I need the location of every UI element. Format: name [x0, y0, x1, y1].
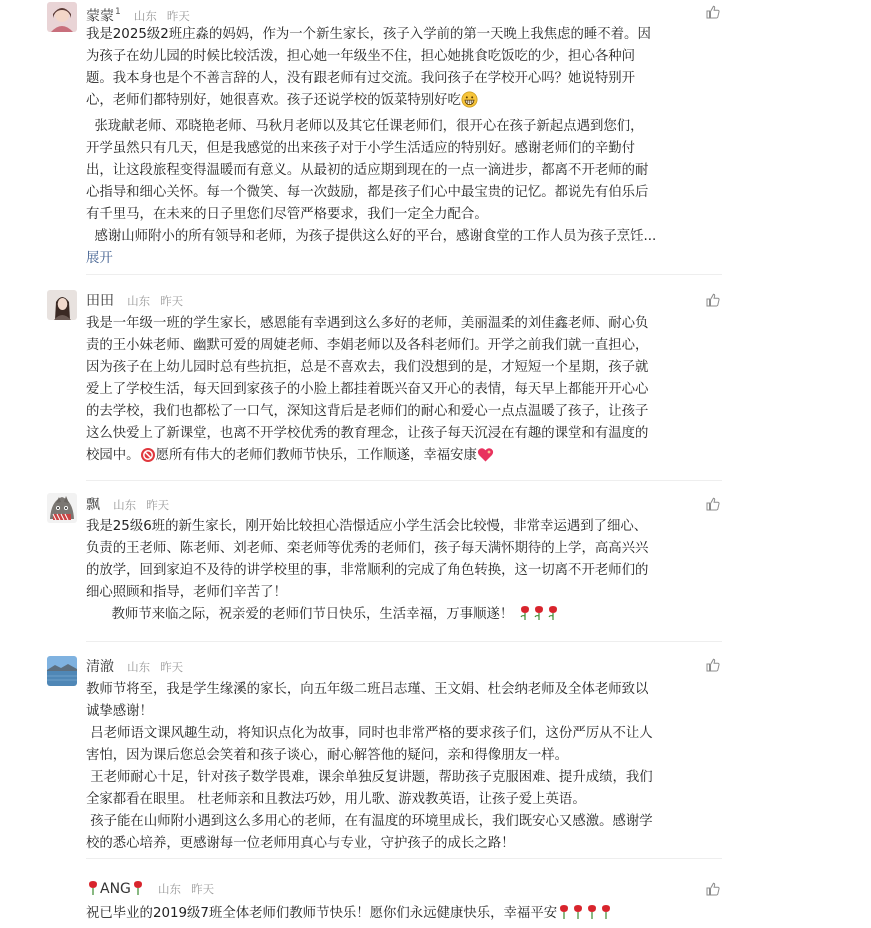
comment-header — [86, 656, 183, 676]
comment-line: 我是2025级2班庄淼的妈妈，作为一个新生家长，孩子入学前的第一天晚上我焦虑的睡不着。因 — [86, 27, 651, 42]
avatar[interactable] — [47, 493, 77, 523]
thumbs-up-icon[interactable] — [706, 292, 720, 306]
comment-header — [86, 290, 183, 310]
divider — [86, 274, 722, 275]
rose-icon — [532, 605, 546, 628]
comment-line: 祝已毕业的2019级7班全体老师们教师节快乐！愿你们永远健康快乐，幸福平安 — [86, 903, 722, 927]
comment-line: 开学虽然只有几天，但是我感觉的出来孩子对于小学生活适应的特别好。感谢老师们的辛勤付 — [86, 141, 636, 156]
comment-line: 张珑献老师、邓晓艳老师、马秋月老师以及其它任课老师们，很开心在孩子新起点遇到您们， — [86, 119, 644, 134]
comment-line: 王老师耐心十足，针对孩子数学畏难，课余单独反复讲题，帮助孩子克服困难、提升成绩，我们 — [86, 770, 653, 785]
comment-line: 的去学校，我们也都松了一口气，深知这背后是老师们的耐心和爱心一点点温暖了孩子，让孩子 — [86, 404, 649, 419]
username[interactable]: 清澈 — [86, 659, 114, 675]
username[interactable]: 蒙蒙 — [86, 8, 114, 25]
comment-line: 校园中。 愿所有伟大的老师们教师节快乐，工作顺遂，幸福安康 — [86, 445, 722, 471]
rose-icon — [86, 880, 100, 900]
comment-line: 全家都看在眼里。 杜老师亲和且教法巧妙，用儿歌、游戏教英语，让孩子爱上英语。 — [86, 792, 586, 807]
rose-icon — [131, 880, 145, 900]
comment-line: 教师节将至，我是学生缘溪的家长，向五年级二班吕志瑾、王文娟、杜会纳老师及全体老师致以 — [86, 682, 649, 697]
comment-line: 负责的王老师、陈老师、刘老师、栾老师等优秀的老师们，孩子每天满怀期待的上学，高高兴兴 — [86, 541, 649, 556]
comment-line: 的放学，回到家迫不及待的讲学校里的事，非常顺利的完成了角色转换，这一切离不开老师们的 — [86, 563, 649, 578]
comment-line: 心指导和细心关怀。每一个微笑、每一次鼓励，都是孩子们心中最宝贵的记忆。都说先有伯乐后 — [86, 185, 649, 200]
rose-icon — [546, 605, 560, 628]
comment-line: 校的悉心培养，更感谢每一位老师用真心与专业，守护孩子的成长之路！ — [86, 836, 515, 851]
comment-header — [86, 494, 169, 514]
comment-line: 题。我本身也是个不善言辞的人，没有跟老师有过交流。我问孩子在学校开心吗？她说特别开 — [86, 71, 636, 86]
comment-text — [86, 516, 722, 628]
location: 山东 — [133, 9, 157, 24]
sparkling-heart-icon — [477, 447, 494, 471]
thumbs-up-icon[interactable] — [706, 657, 720, 671]
rose-icon — [557, 904, 571, 927]
avatar[interactable] — [47, 290, 77, 320]
comment-line: 我是一年级一班的学生家长，感恩能有幸遇到这么多好的老师，美丽温柔的刘佳鑫老师、耐心负 — [86, 316, 649, 331]
grinning-emoji-icon — [461, 91, 478, 116]
comment-line: 这么快爱上了新课堂，也离不开学校优秀的教育理念，让孩子每天沉浸在有趣的课堂和有温度的 — [86, 426, 649, 441]
divider — [86, 480, 722, 481]
comment-line: 为孩子在幼儿园的时候比较活泼，担心她一年级坐不住，担心她挑食吃饭吃的少，担心各种问 — [86, 49, 636, 64]
comment-line: 我是25级6班的新生家长，刚开始比较担心浩憬适应小学生活会比较慢，非常幸运遇到了细心、 — [86, 519, 648, 534]
comment-text — [86, 679, 722, 855]
divider — [86, 641, 722, 642]
comment-text — [86, 24, 722, 270]
comment-line: 心，老师们都特别好，她很喜欢。孩子还说学校的饭菜特别好吃 — [86, 90, 722, 116]
comment-line: 细心照顾和指导，老师们辛苦了！ — [86, 585, 287, 600]
location: 山东 — [127, 660, 151, 674]
username[interactable]: 飘 — [86, 497, 100, 513]
expand-link[interactable]: 展开 — [86, 251, 113, 266]
location: 山东 — [127, 294, 151, 308]
username[interactable]: ANG — [100, 881, 131, 897]
username[interactable]: 田田 — [86, 293, 114, 309]
avatar[interactable] — [47, 656, 77, 686]
comment-line: 孩子能在山师附小遇到这么多用心的老师，在有温度的环境里成长，我们既安心又感激。感谢学 — [86, 814, 653, 829]
comment-line: 害怕，因为课后您总会笑着和孩子谈心，耐心解答他的疑问，亲和得像朋友一样。 — [86, 748, 569, 763]
comment-line: 责的王小妹老师、幽默可爱的周婕老师、李娟老师以及各科老师们。开学之前我们就一直担心， — [86, 338, 649, 353]
comment-line: 因为孩子在上幼儿园时总有些抗拒，总是不喜欢去，我们没想到的是，才短短一个星期，孩子就 — [86, 360, 649, 375]
timestamp: 昨天 — [160, 660, 184, 674]
location: 山东 — [158, 882, 181, 896]
rose-icon — [585, 904, 599, 927]
comment-line: 诚挚感谢！ — [86, 704, 153, 719]
comment-line: 有千里马，在未来的日子里您们尽管严格要求，我们一定全力配合。 — [86, 207, 488, 222]
comment-header — [86, 2, 190, 25]
timestamp: 昨天 — [191, 882, 215, 896]
comment-line: 教师节来临之际，祝亲爱的老师们节日快乐，生活幸福，万事顺遂！ — [86, 604, 722, 628]
timestamp: 昨天 — [166, 9, 190, 24]
comment-header — [86, 878, 214, 898]
thumbs-up-icon[interactable] — [706, 881, 720, 895]
rose-icon — [518, 605, 532, 628]
prohibited-emoji-icon — [140, 447, 156, 471]
timestamp: 昨天 — [146, 498, 170, 512]
rose-icon — [571, 904, 585, 927]
divider — [86, 858, 722, 859]
location: 山东 — [113, 498, 137, 512]
comment-text — [86, 313, 722, 471]
comment-text — [86, 903, 722, 927]
thumbs-up-icon[interactable] — [706, 4, 720, 18]
comment-line: 吕老师语文课风趣生动，将知识点化为故事，同时也非常严格的要求孩子们，这份严厉从不让人 — [86, 726, 653, 741]
comment-line: 出，让这段旅程变得温暖而有意义。从最初的适应期到现在的一点一滴进步，都离不开老师的耐 — [86, 163, 649, 178]
rose-icon — [599, 904, 613, 927]
comment-line: 爱上了学校生活，每天回到家孩子的小脸上都挂着既兴奋又开心的表情，每天早上都能开开心心 — [86, 382, 649, 397]
thumbs-up-icon[interactable] — [706, 496, 720, 510]
comment-line: 感谢山师附小的所有领导和老师，为孩子提供这么好的平台，感谢食堂的工作人员为孩子烹饪... — [86, 229, 657, 244]
username-badge: 1 — [115, 7, 121, 17]
timestamp: 昨天 — [160, 294, 184, 308]
avatar[interactable] — [47, 2, 77, 32]
